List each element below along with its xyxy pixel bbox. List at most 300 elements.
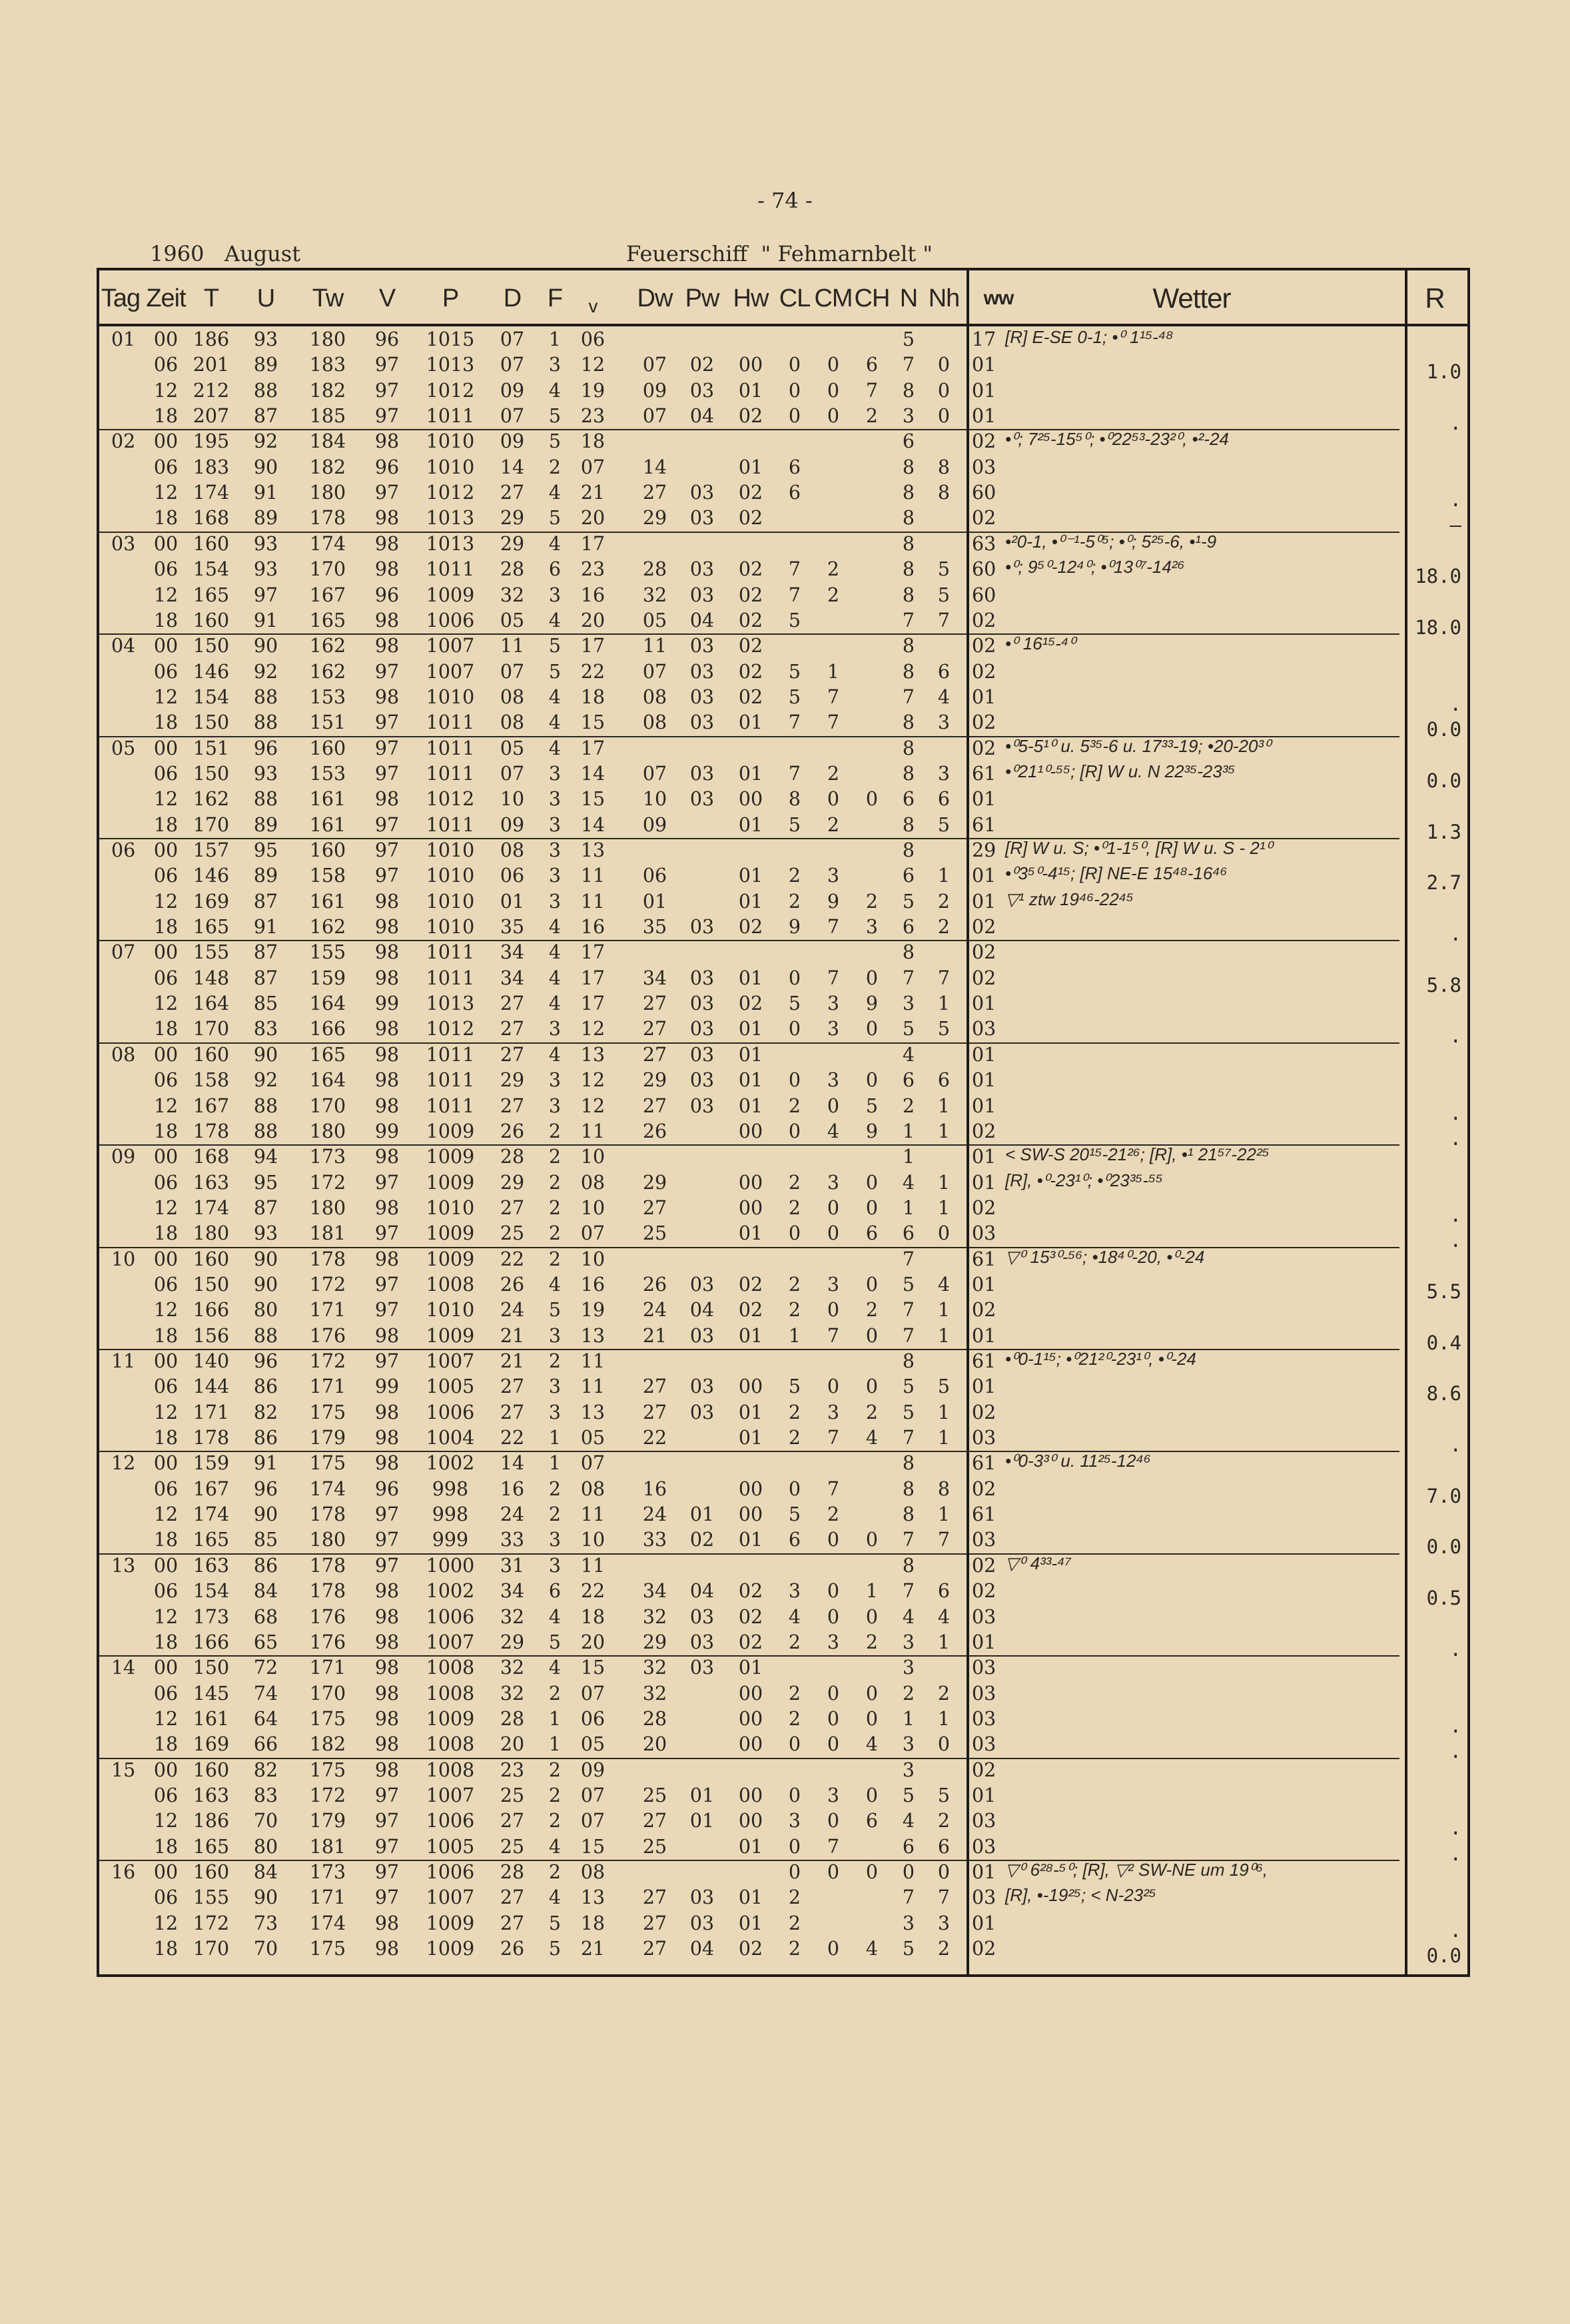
- cell-tw: 174: [309, 1912, 346, 1934]
- cell-u: 90: [253, 1886, 278, 1909]
- cell-nh: 5: [937, 1375, 951, 1398]
- cell-d: 25: [500, 1222, 525, 1245]
- cell-p: 1005: [426, 1375, 475, 1398]
- cell-f: 3: [548, 1554, 562, 1577]
- cell-u: 89: [253, 507, 278, 530]
- cell-hw: 02: [738, 660, 763, 683]
- cell-ch: 9: [865, 1120, 879, 1142]
- cell-d: 25: [500, 1835, 525, 1858]
- cell-ww: 01: [972, 1069, 996, 1092]
- cell-u: 85: [253, 992, 278, 1015]
- cell-zeit: 18: [153, 1324, 179, 1347]
- cell-ch: 5: [865, 1094, 879, 1117]
- cell-hw: 00: [738, 1375, 763, 1398]
- cell-v: 97: [374, 1784, 400, 1806]
- cell-t: 166: [193, 1631, 230, 1653]
- cell-d: 07: [500, 405, 525, 428]
- cell-f: 5: [548, 635, 562, 657]
- cell-pw: 03: [689, 1912, 715, 1934]
- cell-cl: 2: [788, 1401, 801, 1423]
- cell-d: 08: [500, 685, 525, 708]
- cell-p: 1004: [426, 1427, 475, 1449]
- cell-n: 2: [902, 1682, 915, 1705]
- cell-vs: 18: [580, 685, 605, 708]
- cell-vs: 21: [580, 482, 605, 504]
- cell-v: 97: [374, 813, 400, 836]
- cell-vs: 15: [580, 788, 605, 811]
- cell-p: 1010: [426, 1299, 475, 1322]
- cell-f: 3: [548, 839, 562, 861]
- cell-ww: 03: [972, 1018, 996, 1040]
- cell-tag: 09: [111, 1146, 136, 1168]
- cell-p: 1012: [426, 379, 475, 402]
- cell-n: 8: [902, 558, 915, 581]
- cell-d: 27: [500, 1018, 525, 1040]
- cell-n: 8: [902, 1503, 915, 1526]
- cell-tw: 180: [309, 328, 346, 350]
- cell-dw: 27: [642, 1912, 667, 1934]
- cell-n: 8: [902, 379, 915, 402]
- cell-vs: 11: [580, 1554, 605, 1577]
- cell-r: .: [1449, 692, 1461, 715]
- cell-ww: 03: [972, 1835, 996, 1858]
- cell-hw: 01: [738, 813, 763, 836]
- cell-tw: 161: [309, 890, 346, 913]
- cell-cm: 0: [827, 1861, 840, 1883]
- cell-vs: 19: [580, 1299, 605, 1322]
- cell-f: 4: [548, 916, 562, 939]
- cell-ww: 03: [972, 1682, 996, 1705]
- cell-r: .: [1449, 1637, 1461, 1661]
- cell-zeit: 00: [153, 635, 179, 657]
- cell-p: 1011: [426, 737, 475, 759]
- cell-n: 6: [902, 1222, 915, 1245]
- cell-nh: 1: [937, 1427, 951, 1449]
- cell-tw: 162: [309, 635, 346, 657]
- cell-tw: 167: [309, 583, 346, 606]
- cell-p: 1006: [426, 1861, 475, 1883]
- cell-v: 97: [374, 839, 400, 861]
- cell-n: 4: [902, 1171, 915, 1194]
- cell-pw: 03: [689, 967, 715, 989]
- cell-nh: 6: [937, 1580, 951, 1603]
- cell-f: 2: [548, 1196, 562, 1219]
- cell-d: 05: [500, 609, 525, 631]
- cell-d: 27: [500, 1912, 525, 1934]
- cell-f: 2: [548, 1784, 562, 1806]
- cell-pw: 03: [689, 1631, 715, 1653]
- cell-n: 7: [902, 967, 915, 989]
- cell-tw: 151: [309, 711, 346, 734]
- cell-u: 93: [253, 328, 278, 350]
- cell-tw: 162: [309, 916, 346, 939]
- cell-cl: 2: [788, 1938, 801, 1960]
- cell-p: 1011: [426, 558, 475, 581]
- cell-cm: 1: [827, 660, 840, 683]
- cell-wetter: •⁰21¹⁰-⁵⁵; [R] W u. N 22³⁵-23³⁵: [1005, 761, 1236, 781]
- cell-tw: 182: [309, 456, 346, 478]
- cell-nh: 1: [937, 865, 951, 887]
- cell-p: 1009: [426, 1248, 475, 1270]
- cell-u: 92: [253, 1069, 278, 1092]
- cell-r: –: [1449, 514, 1461, 537]
- cell-ch: 6: [865, 354, 879, 376]
- cell-pw: 03: [689, 1657, 715, 1679]
- cell-ww: 60: [972, 583, 996, 606]
- cell-u: 72: [253, 1657, 278, 1679]
- cell-hw: 01: [738, 1886, 763, 1909]
- cell-v: 97: [374, 1503, 400, 1526]
- cell-t: 174: [193, 1196, 230, 1219]
- cell-nh: 1: [937, 992, 951, 1015]
- cell-v: 98: [374, 788, 400, 811]
- cell-u: 88: [253, 685, 278, 708]
- cell-tw: 173: [309, 1146, 346, 1168]
- cell-n: 4: [902, 1810, 915, 1832]
- cell-vs: 18: [580, 1605, 605, 1628]
- cell-t: 168: [193, 507, 230, 530]
- cell-r: 0.0: [1426, 769, 1461, 792]
- cell-hw: 02: [738, 1273, 763, 1296]
- cell-vs: 15: [580, 1835, 605, 1858]
- cell-wetter: •⁰0-1¹⁵; •⁰21²⁰-23¹⁰, •⁰-24: [1005, 1349, 1196, 1369]
- cell-ww: 01: [972, 1043, 996, 1066]
- cell-zeit: 18: [153, 1835, 179, 1858]
- cell-t: 171: [193, 1401, 230, 1423]
- cell-hw: 01: [738, 1222, 763, 1245]
- cell-r: .: [1449, 1842, 1461, 1865]
- cell-dw: 07: [642, 405, 667, 428]
- cell-f: 4: [548, 992, 562, 1015]
- cell-zeit: 06: [153, 1273, 179, 1296]
- cell-pw: 03: [689, 1375, 715, 1398]
- cell-t: 169: [193, 890, 230, 913]
- cell-pw: 03: [689, 992, 715, 1015]
- cell-cl: 0: [788, 1835, 801, 1858]
- cell-ch: 4: [865, 1938, 879, 1960]
- cell-n: 5: [902, 328, 915, 350]
- cell-hw: 02: [738, 916, 763, 939]
- cell-t: 150: [193, 762, 230, 785]
- cell-dw: 27: [642, 482, 667, 504]
- cell-t: 212: [193, 379, 230, 402]
- cell-v: 98: [374, 1605, 400, 1628]
- cell-vs: 06: [580, 328, 605, 350]
- cell-d: 27: [500, 1401, 525, 1423]
- cell-f: 4: [548, 685, 562, 708]
- cell-cl: 1: [788, 1324, 801, 1347]
- cell-cm: 7: [827, 967, 840, 989]
- cell-nh: 3: [937, 711, 951, 734]
- cell-d: 11: [500, 635, 525, 657]
- cell-hw: 02: [738, 482, 763, 504]
- cell-dw: 29: [642, 1171, 667, 1194]
- cell-d: 10: [500, 788, 525, 811]
- cell-f: 1: [548, 1733, 562, 1756]
- cell-vs: 07: [580, 1682, 605, 1705]
- cell-vs: 11: [580, 1503, 605, 1526]
- cell-u: 85: [253, 1529, 278, 1551]
- cell-ww: 02: [972, 941, 996, 964]
- cell-f: 3: [548, 1069, 562, 1092]
- cell-tw: 164: [309, 992, 346, 1015]
- cell-cl: 9: [788, 916, 801, 939]
- cell-u: 97: [253, 583, 278, 606]
- cell-zeit: 00: [153, 1248, 179, 1270]
- cell-dw: 26: [642, 1273, 667, 1296]
- cell-t: 166: [193, 1299, 230, 1322]
- cell-p: 1011: [426, 967, 475, 989]
- cell-n: 5: [902, 1273, 915, 1296]
- cell-zeit: 06: [153, 967, 179, 989]
- cell-pw: 03: [689, 1043, 715, 1066]
- cell-ww: 01: [972, 1273, 996, 1296]
- cell-ww: 01: [972, 1146, 996, 1168]
- cell-u: 84: [253, 1580, 278, 1603]
- cell-dw: 28: [642, 558, 667, 581]
- cell-dw: 01: [642, 890, 667, 913]
- cell-vs: 14: [580, 762, 605, 785]
- cell-dw: 16: [642, 1477, 667, 1500]
- cell-v: 98: [374, 507, 400, 530]
- cell-wetter: ▽⁰ 6²⁸-⁵⁰; [R], ▽² SW-NE um 19⁰⁶,: [1005, 1860, 1268, 1880]
- cell-n: 3: [902, 992, 915, 1015]
- cell-dw: 27: [642, 992, 667, 1015]
- cell-cl: 5: [788, 660, 801, 683]
- cell-zeit: 00: [153, 1554, 179, 1577]
- cell-zeit: 18: [153, 405, 179, 428]
- cell-t: 154: [193, 1580, 230, 1603]
- cell-t: 151: [193, 737, 230, 759]
- cell-d: 29: [500, 1069, 525, 1092]
- cell-hw: 02: [738, 1605, 763, 1628]
- cell-zeit: 12: [153, 1810, 179, 1832]
- cell-n: 5: [902, 1784, 915, 1806]
- cell-v: 97: [374, 737, 400, 759]
- cell-tw: 176: [309, 1605, 346, 1628]
- cell-u: 83: [253, 1784, 278, 1806]
- cell-cl: 2: [788, 890, 801, 913]
- cell-hw: 00: [738, 1503, 763, 1526]
- cell-dw: 10: [642, 788, 667, 811]
- cell-n: 7: [902, 685, 915, 708]
- cell-nh: 6: [937, 1835, 951, 1858]
- cell-p: 1013: [426, 992, 475, 1015]
- cell-dw: 25: [642, 1784, 667, 1806]
- cell-vs: 11: [580, 865, 605, 887]
- cell-nh: 3: [937, 762, 951, 785]
- cell-p: 1009: [426, 1120, 475, 1142]
- cell-nh: 1: [937, 1299, 951, 1322]
- cell-u: 87: [253, 405, 278, 428]
- cell-vs: 10: [580, 1146, 605, 1168]
- cell-ch: 4: [865, 1427, 879, 1449]
- cell-tw: 180: [309, 1196, 346, 1219]
- cell-cl: 0: [788, 1120, 801, 1142]
- cell-nh: 1: [937, 1503, 951, 1526]
- cell-tw: 178: [309, 1503, 346, 1526]
- weather-rain-divider: [1405, 270, 1407, 1974]
- cell-n: 6: [902, 430, 915, 453]
- cell-u: 94: [253, 1146, 278, 1168]
- cell-nh: 4: [937, 1605, 951, 1628]
- cell-tw: 180: [309, 1120, 346, 1142]
- cell-f: 2: [548, 1146, 562, 1168]
- column-header-zeit: Zeit: [146, 284, 186, 312]
- cell-u: 95: [253, 1171, 278, 1194]
- cell-nh: 2: [937, 1810, 951, 1832]
- cell-hw: 02: [738, 583, 763, 606]
- cell-v: 98: [374, 1248, 400, 1270]
- cell-n: 3: [902, 1758, 915, 1781]
- cell-d: 07: [500, 660, 525, 683]
- cell-p: 1009: [426, 1912, 475, 1934]
- cell-nh: 8: [937, 456, 951, 478]
- cell-vs: 13: [580, 1886, 605, 1909]
- cell-u: 92: [253, 430, 278, 453]
- cell-nh: 0: [937, 1861, 951, 1883]
- cell-dw: 05: [642, 609, 667, 631]
- cell-cm: 0: [827, 1094, 840, 1117]
- cell-d: 29: [500, 507, 525, 530]
- cell-cl: 5: [788, 609, 801, 631]
- cell-d: 22: [500, 1248, 525, 1270]
- cell-dw: 06: [642, 865, 667, 887]
- day-separator: [99, 940, 1399, 941]
- cell-cl: 5: [788, 813, 801, 836]
- cell-cl: 2: [788, 1094, 801, 1117]
- cell-t: 172: [193, 1912, 230, 1934]
- cell-tw: 176: [309, 1631, 346, 1653]
- cell-cm: 7: [827, 1477, 840, 1500]
- cell-f: 2: [548, 1248, 562, 1270]
- cell-ch: 0: [865, 967, 879, 989]
- cell-cl: 5: [788, 1375, 801, 1398]
- cell-vs: 11: [580, 1120, 605, 1142]
- cell-zeit: 18: [153, 1733, 179, 1756]
- cell-t: 160: [193, 609, 230, 631]
- cell-d: 16: [500, 1477, 525, 1500]
- cell-dw: 29: [642, 1631, 667, 1653]
- cell-hw: 02: [738, 1580, 763, 1603]
- cell-cl: 2: [788, 1631, 801, 1653]
- cell-t: 178: [193, 1120, 230, 1142]
- cell-ww: 01: [972, 865, 996, 887]
- cell-d: 26: [500, 1120, 525, 1142]
- cell-d: 27: [500, 1043, 525, 1066]
- cell-t: 169: [193, 1733, 230, 1756]
- cell-ww: 01: [972, 1912, 996, 1934]
- cell-tw: 171: [309, 1886, 346, 1909]
- cell-p: 1009: [426, 1938, 475, 1960]
- cell-tw: 172: [309, 1171, 346, 1194]
- header-divider: [99, 324, 1467, 326]
- cell-d: 33: [500, 1529, 525, 1551]
- cell-pw: 01: [689, 1810, 715, 1832]
- cell-vs: 08: [580, 1171, 605, 1194]
- cell-ch: 2: [865, 1401, 879, 1423]
- cell-cl: 7: [788, 762, 801, 785]
- cell-ww: 01: [972, 890, 996, 913]
- cell-t: 201: [193, 354, 230, 376]
- cell-tw: 153: [309, 762, 346, 785]
- cell-vs: 10: [580, 1248, 605, 1270]
- observation-table: [97, 268, 1470, 1977]
- cell-hw: 00: [738, 788, 763, 811]
- cell-zeit: 12: [153, 1707, 179, 1730]
- cell-f: 5: [548, 430, 562, 453]
- cell-t: 195: [193, 430, 230, 453]
- cell-vs: 23: [580, 558, 605, 581]
- cell-cl: 2: [788, 1273, 801, 1296]
- cell-ww: 01: [972, 788, 996, 811]
- cell-tw: 171: [309, 1375, 346, 1398]
- cell-v: 97: [374, 1350, 400, 1372]
- column-header-t: T: [203, 284, 219, 312]
- cell-cm: 0: [827, 1529, 840, 1551]
- cell-cm: 3: [827, 1018, 840, 1040]
- cell-ww: 03: [972, 1886, 996, 1909]
- page-number: - 74 -: [757, 188, 813, 213]
- day-separator: [99, 1451, 1399, 1452]
- cell-cl: 0: [788, 1861, 801, 1883]
- cell-u: 88: [253, 1324, 278, 1347]
- cell-hw: 01: [738, 456, 763, 478]
- cell-cl: 0: [788, 1018, 801, 1040]
- cell-cl: 0: [788, 379, 801, 402]
- cell-cm: 0: [827, 1605, 840, 1628]
- cell-tw: 172: [309, 1273, 346, 1296]
- cell-zeit: 06: [153, 1580, 179, 1603]
- cell-nh: 8: [937, 1477, 951, 1500]
- cell-pw: 03: [689, 762, 715, 785]
- cell-u: 88: [253, 1094, 278, 1117]
- cell-d: 32: [500, 583, 525, 606]
- cell-ww: 01: [972, 1094, 996, 1117]
- cell-zeit: 12: [153, 1401, 179, 1423]
- cell-vs: 13: [580, 1043, 605, 1066]
- cell-d: 07: [500, 762, 525, 785]
- cell-n: 3: [902, 1912, 915, 1934]
- cell-u: 90: [253, 1273, 278, 1296]
- cell-vs: 20: [580, 1631, 605, 1653]
- cell-zeit: 00: [153, 328, 179, 350]
- cell-u: 96: [253, 1477, 278, 1500]
- cell-t: 146: [193, 865, 230, 887]
- cell-dw: 25: [642, 1835, 667, 1858]
- cell-ww: 01: [972, 1861, 996, 1883]
- cell-p: 1006: [426, 1605, 475, 1628]
- cell-p: 1008: [426, 1682, 475, 1705]
- cell-tw: 181: [309, 1835, 346, 1858]
- cell-ww: 03: [972, 1733, 996, 1756]
- cell-ww: 17: [972, 328, 996, 350]
- cell-hw: 01: [738, 1324, 763, 1347]
- column-header-pw: Pw: [685, 284, 719, 312]
- cell-p: 1007: [426, 1350, 475, 1372]
- cell-zeit: 06: [153, 762, 179, 785]
- cell-pw: 03: [689, 379, 715, 402]
- cell-d: 28: [500, 1707, 525, 1730]
- cell-u: 80: [253, 1835, 278, 1858]
- cell-dw: 27: [642, 1886, 667, 1909]
- cell-tag: 10: [111, 1248, 136, 1270]
- cell-r: .: [1449, 412, 1461, 435]
- cell-zeit: 06: [153, 558, 179, 581]
- cell-t: 145: [193, 1682, 230, 1705]
- cell-n: 8: [902, 737, 915, 759]
- cell-f: 3: [548, 1375, 562, 1398]
